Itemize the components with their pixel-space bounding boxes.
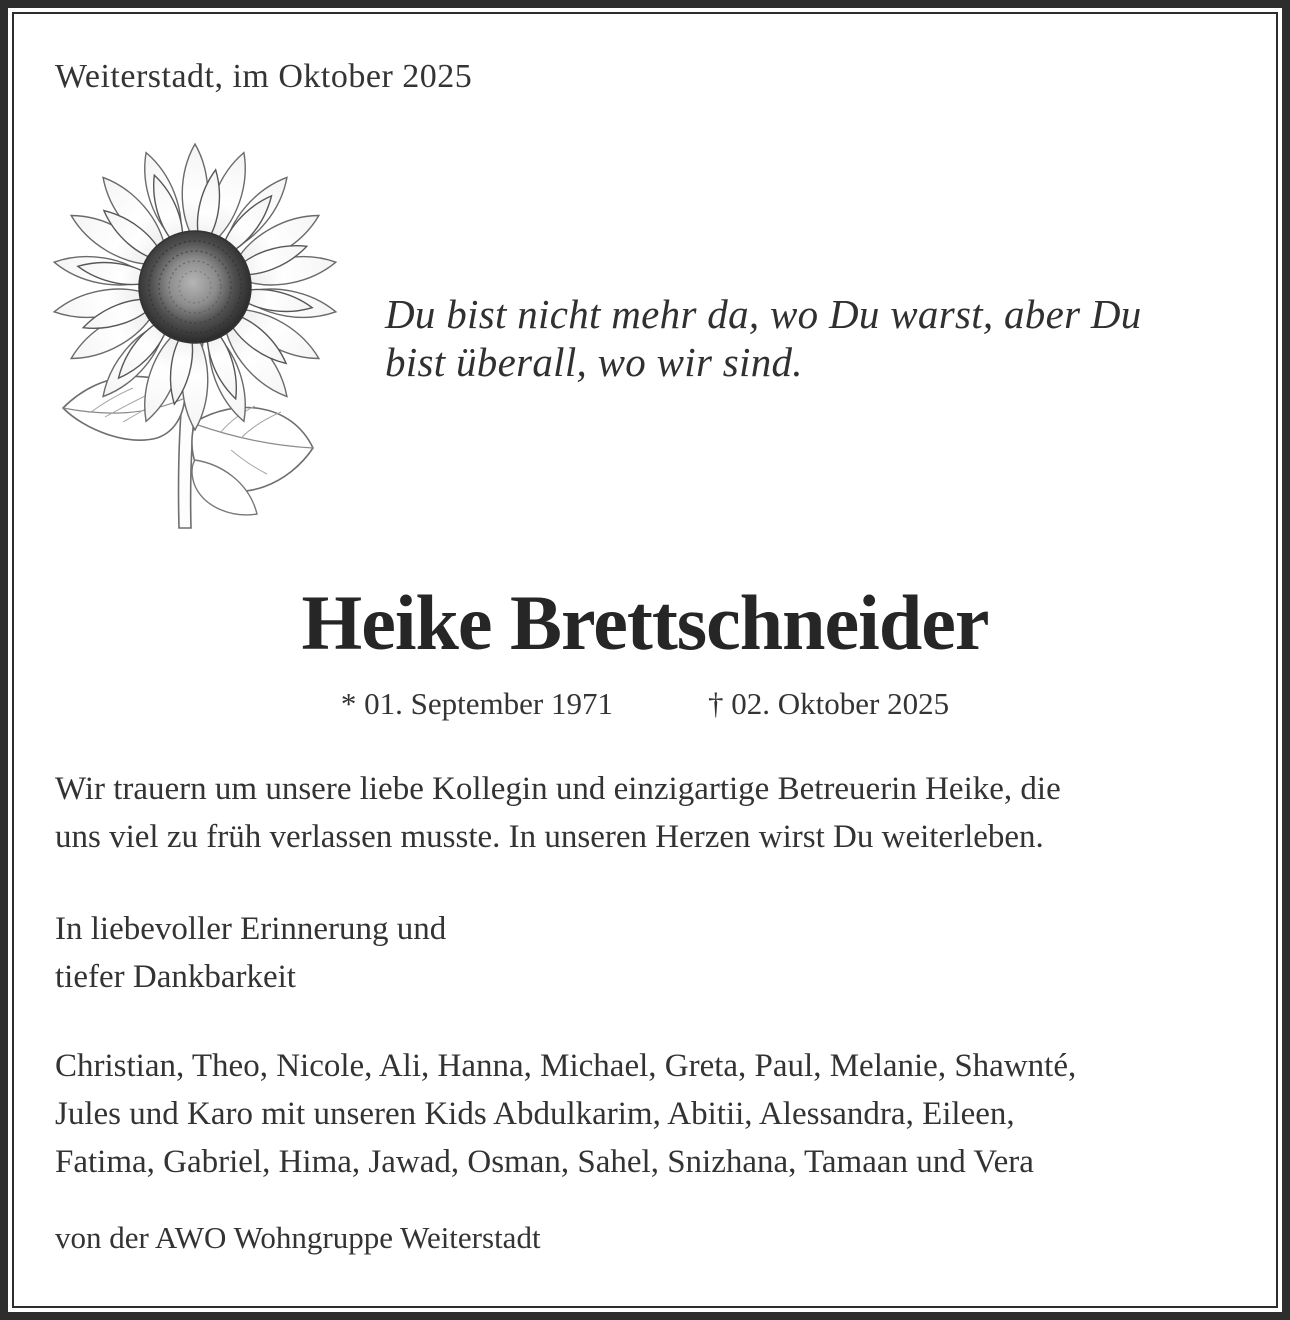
obituary-line-1: Wir trauern um unsere liebe Kollegin und einzigartige Betreuerin Heike, die (55, 771, 1061, 807)
mourners-line-1: Christian, Theo, Nicole, Ali, Hanna, Michael, Greta, Paul, Melanie, Shawnté, (55, 1048, 1077, 1084)
sunflower-icon (45, 130, 375, 530)
obituary-text (55, 765, 1222, 861)
mourners-line-3: Fatima, Gabriel, Hima, Jawad, Osman, Sahel, Snizhana, Tamaan und Vera (55, 1144, 1034, 1180)
obituary-line-2: uns viel zu früh verlassen musste. In unseren Herzen wirst Du weiterleben. (55, 819, 1044, 855)
memorial-quote-line-2: bist überall, wo wir sind. (385, 339, 803, 385)
deceased-name: Heike Brettschneider (301, 579, 989, 666)
mourners-line-2: Jules und Karo mit unseren Kids Abdulkarim, Abitii, Alessandra, Eileen, (55, 1096, 1015, 1132)
remembrance-line-1: In liebevoller Erinnerung und (55, 911, 447, 947)
death-date: † 02. Oktober 2025 (707, 686, 950, 721)
remembrance-text (55, 905, 1222, 1001)
memorial-quote (385, 290, 1142, 386)
remembrance-line-2: tiefer Dankbarkeit (55, 959, 296, 995)
memorial-quote-line-1: Du bist nicht mehr da, wo Du warst, aber Du (385, 291, 1142, 337)
mourners-names (55, 1042, 1222, 1186)
dateline: Weiterstadt, im Oktober 2025 (55, 58, 473, 95)
organization-credit: von der AWO Wohngruppe Weiterstadt (55, 1220, 541, 1255)
birth-date: * 01. September 1971 (340, 686, 613, 721)
life-dates (8, 686, 1282, 722)
